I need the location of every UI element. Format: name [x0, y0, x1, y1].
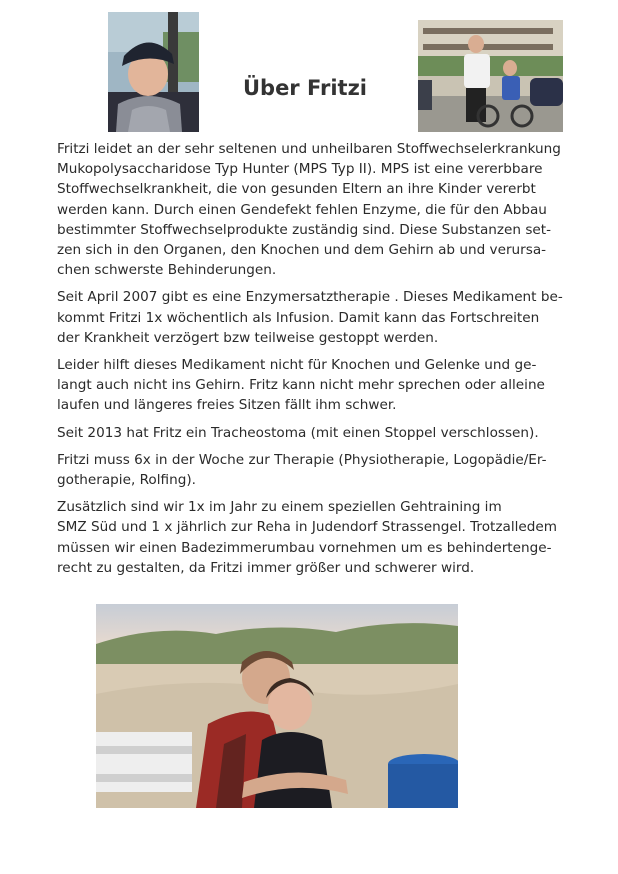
paragraph-disease: [57, 139, 565, 280]
text-line: Fritzi muss 6x in der Woche zur Therapie (Physiotherapie, Logopädie/Er-: [57, 451, 547, 468]
text-line: zen sich in den Organen, den Knochen und dem Gehirn ab und verursa-: [57, 242, 547, 259]
text-line: Seit 2013 hat Fritz ein Tracheostoma (mit einen Stoppel verschlossen).: [57, 424, 539, 441]
photo-boy-with-cap: [108, 12, 199, 132]
photo-boys-on-beach: [96, 604, 458, 808]
text-line: langt auch nicht ins Gehirn. Fritz kann nicht mehr sprechen oder alleine: [57, 377, 545, 394]
text-line: Leider hilft dieses Medikament nicht für Knochen und Gelenke und ge-: [57, 357, 537, 374]
text-line: Fritzi leidet an der sehr seltenen und unheilbaren Stoffwechselerkrankung: [57, 141, 561, 157]
text-line: chen schwerste Behinderungen.: [57, 262, 277, 279]
paragraph-therapy: [57, 287, 565, 348]
text-line: Stoffwechselkrankheit, die von gesunden Eltern an ihre Kinder vererbt: [57, 181, 536, 198]
paragraph-tracheostoma: [57, 423, 565, 443]
text-line: Seit April 2007 gibt es eine Enzymersatztherapie . Dieses Medikament be-: [57, 289, 563, 306]
text-line: Zusätzlich sind wir 1x im Jahr zu einem speziellen Gehtraining im: [57, 499, 502, 516]
text-line: SMZ Süd und 1 x jährlich zur Reha in Judendorf Strassengel. Trotzalledem: [57, 519, 557, 536]
text-line: Mukopolysaccharidose Typ Hunter (MPS Typ II). MPS ist eine vererbbare: [57, 161, 543, 178]
text-line: recht zu gestalten, da Fritzi immer größer und schwerer wird.: [57, 559, 475, 576]
text-line: werden kann. Durch einen Gendefekt fehlen Enzyme, die für den Abbau: [57, 201, 547, 218]
text-line: müssen wir einen Badezimmerumbau vornehmen um es behindertenge-: [57, 539, 552, 556]
text-line: bestimmter Stoffwechselprodukte zuständig sind. Diese Substanzen set-: [57, 221, 552, 238]
text-line: kommt Fritzi 1x wöchentlich als Infusion. Damit kann das Fortschreiten: [57, 309, 540, 326]
text-line: laufen und längeres freies Sitzen fällt ihm schwer.: [57, 397, 397, 414]
page-title: Über Fritzi: [242, 76, 367, 100]
paragraph-rehab: [57, 497, 565, 578]
text-line: gotherapie, Rolfing).: [57, 472, 196, 489]
photo-boys-with-bike: [418, 20, 563, 132]
paragraph-weekly-therapy: [57, 450, 565, 490]
body-text: [57, 139, 565, 585]
paragraph-limitations: [57, 355, 565, 416]
text-line: der Krankheit verzögert bzw teilweise gestoppt werden.: [57, 329, 439, 346]
